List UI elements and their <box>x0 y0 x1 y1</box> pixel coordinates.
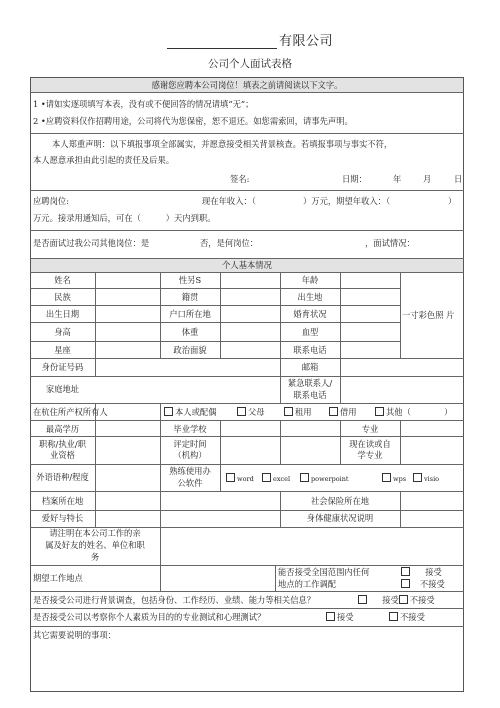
expected-income-close: ） <box>448 196 457 206</box>
expected-income-label[interactable]: ）万元，期望年收入：（ <box>303 196 391 206</box>
current-income-label[interactable]: 现在年收入：（ <box>202 196 256 206</box>
rule <box>220 420 221 464</box>
qualification-label-1: 职称/执业/职 <box>38 439 87 449</box>
housing-option-2[interactable] <box>237 407 265 418</box>
major-label: 专业 <box>361 424 379 434</box>
relocate-accept-label: 接受 <box>425 567 442 577</box>
relatives-label-2: 属及好友的姓名、单位和职 <box>45 540 145 550</box>
office-word-label: word <box>237 475 254 483</box>
declaration-line-2: 本人愿意承担由此引起的责任及后果。 <box>33 155 175 165</box>
political-label: 政治面貌 <box>173 345 207 355</box>
background-check-options[interactable] <box>358 595 435 606</box>
emergency-label-2: 联系电话 <box>293 390 327 400</box>
checkbox-icon[interactable] <box>326 612 335 621</box>
housing-label: 在杭住所产权所有人 <box>33 407 108 417</box>
checkbox-icon[interactable] <box>401 579 410 588</box>
qualification-label-2: 业资格 <box>50 450 75 460</box>
rule <box>30 258 464 259</box>
phone-label: 联系电话 <box>293 345 327 355</box>
background-accept-label: 接受 <box>382 595 399 605</box>
rule <box>95 491 96 527</box>
notice-item-2: 2 •应聘资料仅作招聘用途，公司将代为您保密，恕不退还。如您需索回，请事先声明。 <box>33 116 353 126</box>
education-label: 最高学历 <box>45 424 80 434</box>
relatives-label-1: 请注明在本公司工作的亲 <box>49 528 141 538</box>
hukou-label: 户口所在地 <box>169 309 211 319</box>
date-year: 年 <box>393 174 402 184</box>
checkbox-icon[interactable] <box>358 595 367 604</box>
office-option-word[interactable] <box>226 473 254 485</box>
checkbox-icon[interactable] <box>262 473 271 482</box>
office-powerpoint-label: powerpoint <box>311 475 349 483</box>
housing-option-4[interactable] <box>329 407 357 418</box>
prior-interview-no[interactable]: 否，是何岗位： <box>200 238 259 248</box>
health-label: 身体健康状况说明 <box>306 513 374 523</box>
testing-accept[interactable] <box>326 612 354 623</box>
office-label-1: 熟练使用办 <box>169 466 211 476</box>
office-wps-label: wps <box>393 475 407 483</box>
checkbox-icon[interactable] <box>284 407 293 416</box>
archive-label: 档案所在地 <box>41 496 84 506</box>
prior-interview-question[interactable]: 是否面试过我公司其他岗位：是 <box>33 238 150 248</box>
housing-option-4-label: 借用 <box>340 407 357 417</box>
marital-label: 婚育状况 <box>293 309 327 319</box>
gender-label: 性另S <box>178 275 202 285</box>
office-visio-label: visio <box>424 475 440 483</box>
social-insurance-label: 社会保险所在地 <box>310 496 370 506</box>
rule <box>400 420 401 464</box>
zodiac-label: 星座 <box>54 345 71 355</box>
rule <box>30 322 400 323</box>
rule <box>160 491 161 527</box>
declaration-line-1: 本人郑重声明：以下填报事项全部属实，并愿意接受相关背景核查。若填报事项与事实不符， <box>52 139 393 149</box>
testing-accept-label: 接受 <box>337 612 354 622</box>
housing-option-3-label: 租用 <box>295 407 312 417</box>
other-notes-label[interactable]: 其它需要说明的事项： <box>33 630 116 640</box>
testing-question: 是否接受公司以考察你个人素质为目的的专业测试和心理测试？ <box>33 612 266 622</box>
rule <box>30 376 464 377</box>
office-option-visio[interactable] <box>413 473 439 485</box>
checkbox-icon[interactable] <box>300 473 309 482</box>
relocate-label-1: 能否接受全国范围内任何 <box>278 567 370 577</box>
photo-placeholder[interactable]: 一寸彩色照 片 <box>402 310 455 320</box>
company-name <box>0 30 500 49</box>
relocate-reject-label: 不接受 <box>419 579 445 589</box>
company-suffix: 有限公司 <box>278 34 333 49</box>
rule <box>275 565 276 591</box>
testing-reject[interactable] <box>389 612 425 623</box>
housing-option-other-label: 其他（ ） <box>386 407 453 417</box>
eval-label-2: （机构） <box>173 450 207 460</box>
housing-option-1-label: 本人或配偶 <box>175 407 217 417</box>
start-date-line[interactable]: 万元。接录用通知后，可在（ ）天内到职。 <box>33 213 216 223</box>
age-label: 年龄 <box>301 275 319 285</box>
birth-date-label: 出生日期 <box>45 309 80 319</box>
testing-reject-label: 不接受 <box>400 612 425 622</box>
ethnicity-label: 民族 <box>54 292 71 302</box>
language-label: 外语语种/程度 <box>36 472 89 482</box>
rule <box>400 491 401 527</box>
name-label: 姓名 <box>54 275 71 285</box>
rule <box>30 288 400 289</box>
date-day: 日 <box>454 174 463 184</box>
checkbox-icon[interactable] <box>329 407 338 416</box>
date-month: 月 <box>423 174 432 184</box>
hobby-label: 爱好与特长 <box>41 513 84 523</box>
checkbox-icon[interactable] <box>226 473 235 482</box>
prior-interview-result[interactable]: ，面试情况： <box>365 238 415 248</box>
emergency-label-1: 紧急联系人/ <box>287 378 333 388</box>
relocate-accept[interactable] <box>401 567 442 578</box>
rule <box>280 420 281 464</box>
relocate-reject[interactable] <box>401 579 445 590</box>
rule <box>220 272 221 358</box>
position-label[interactable]: 应聘岗位: <box>33 196 69 206</box>
blood-label: 血型 <box>301 327 319 337</box>
notice-banner: 感谢您应聘本公司岗位！填表之前请阅读以下文字。 <box>151 80 343 90</box>
rule <box>220 464 221 491</box>
address-label: 家庭地址 <box>45 384 80 394</box>
rule <box>30 133 464 134</box>
relatives-label-3: 务 <box>90 552 100 562</box>
office-excel-label: excel <box>273 475 291 483</box>
study-label-2: 学专业 <box>357 450 383 460</box>
office-option-wps[interactable] <box>382 473 406 485</box>
background-check-question: 是否接受公司进行背景调查，包括身份、工作经历、业绩、能力等相关信息？ <box>33 595 316 605</box>
rule <box>160 403 161 420</box>
expected-location-label: 期望工作地点 <box>33 573 83 583</box>
rule <box>340 358 341 403</box>
checkbox-icon[interactable] <box>413 473 422 482</box>
notice-item-1: 1 •请如实逐项填写本表，没有或不便回答的情况请填“无”； <box>33 99 254 109</box>
email-label: 邮箱 <box>301 362 319 372</box>
eval-label-1: 评定时间 <box>173 439 207 449</box>
form-title: 公司个人面试表格 <box>208 58 292 70</box>
rule <box>95 420 96 464</box>
rule <box>340 272 341 358</box>
relocate-label-2: 地点的工作调配 <box>278 579 337 589</box>
checkbox-icon[interactable] <box>237 407 246 416</box>
height-label: 身高 <box>54 327 71 337</box>
office-option-powerpoint[interactable] <box>300 473 349 485</box>
checkbox-icon[interactable] <box>389 612 398 621</box>
housing-option-1[interactable] <box>164 407 217 418</box>
rule <box>400 272 401 358</box>
housing-option-3[interactable] <box>284 407 312 418</box>
id-number-label: 身份证号码 <box>41 362 84 372</box>
weight-label: 体重 <box>181 327 199 337</box>
native-place-label: 籍贯 <box>181 292 199 302</box>
housing-option-other[interactable] <box>375 407 452 418</box>
rule <box>160 527 161 591</box>
school-label: 毕业学校 <box>173 424 207 434</box>
rule <box>30 341 400 342</box>
office-option-excel[interactable] <box>262 473 290 485</box>
rule <box>30 626 464 627</box>
checkbox-icon[interactable] <box>375 407 384 416</box>
checkbox-icon[interactable] <box>382 473 391 482</box>
date-label[interactable]: 日期： <box>342 174 367 184</box>
company-name-blank[interactable] <box>167 37 277 49</box>
rule <box>30 230 464 231</box>
signature-label[interactable]: 签名: <box>230 174 250 184</box>
checkbox-icon[interactable] <box>401 567 410 576</box>
birthplace-label: 出生地 <box>297 292 323 302</box>
checkbox-icon[interactable] <box>164 407 173 416</box>
rule <box>30 190 464 191</box>
rule <box>30 591 464 592</box>
background-reject-label: 不接受 <box>409 595 435 605</box>
rule <box>30 305 400 306</box>
rule <box>30 565 464 566</box>
rule <box>95 464 96 491</box>
basic-info-title: 个人基本情况 <box>222 260 272 270</box>
rule <box>30 608 464 609</box>
checkbox-icon[interactable] <box>399 595 408 604</box>
rule <box>95 272 96 376</box>
rule <box>30 92 464 93</box>
housing-option-2-label: 父母 <box>248 407 265 417</box>
study-label-1: 现在读或自 <box>349 439 391 449</box>
office-label-2: 公软件 <box>177 478 203 488</box>
